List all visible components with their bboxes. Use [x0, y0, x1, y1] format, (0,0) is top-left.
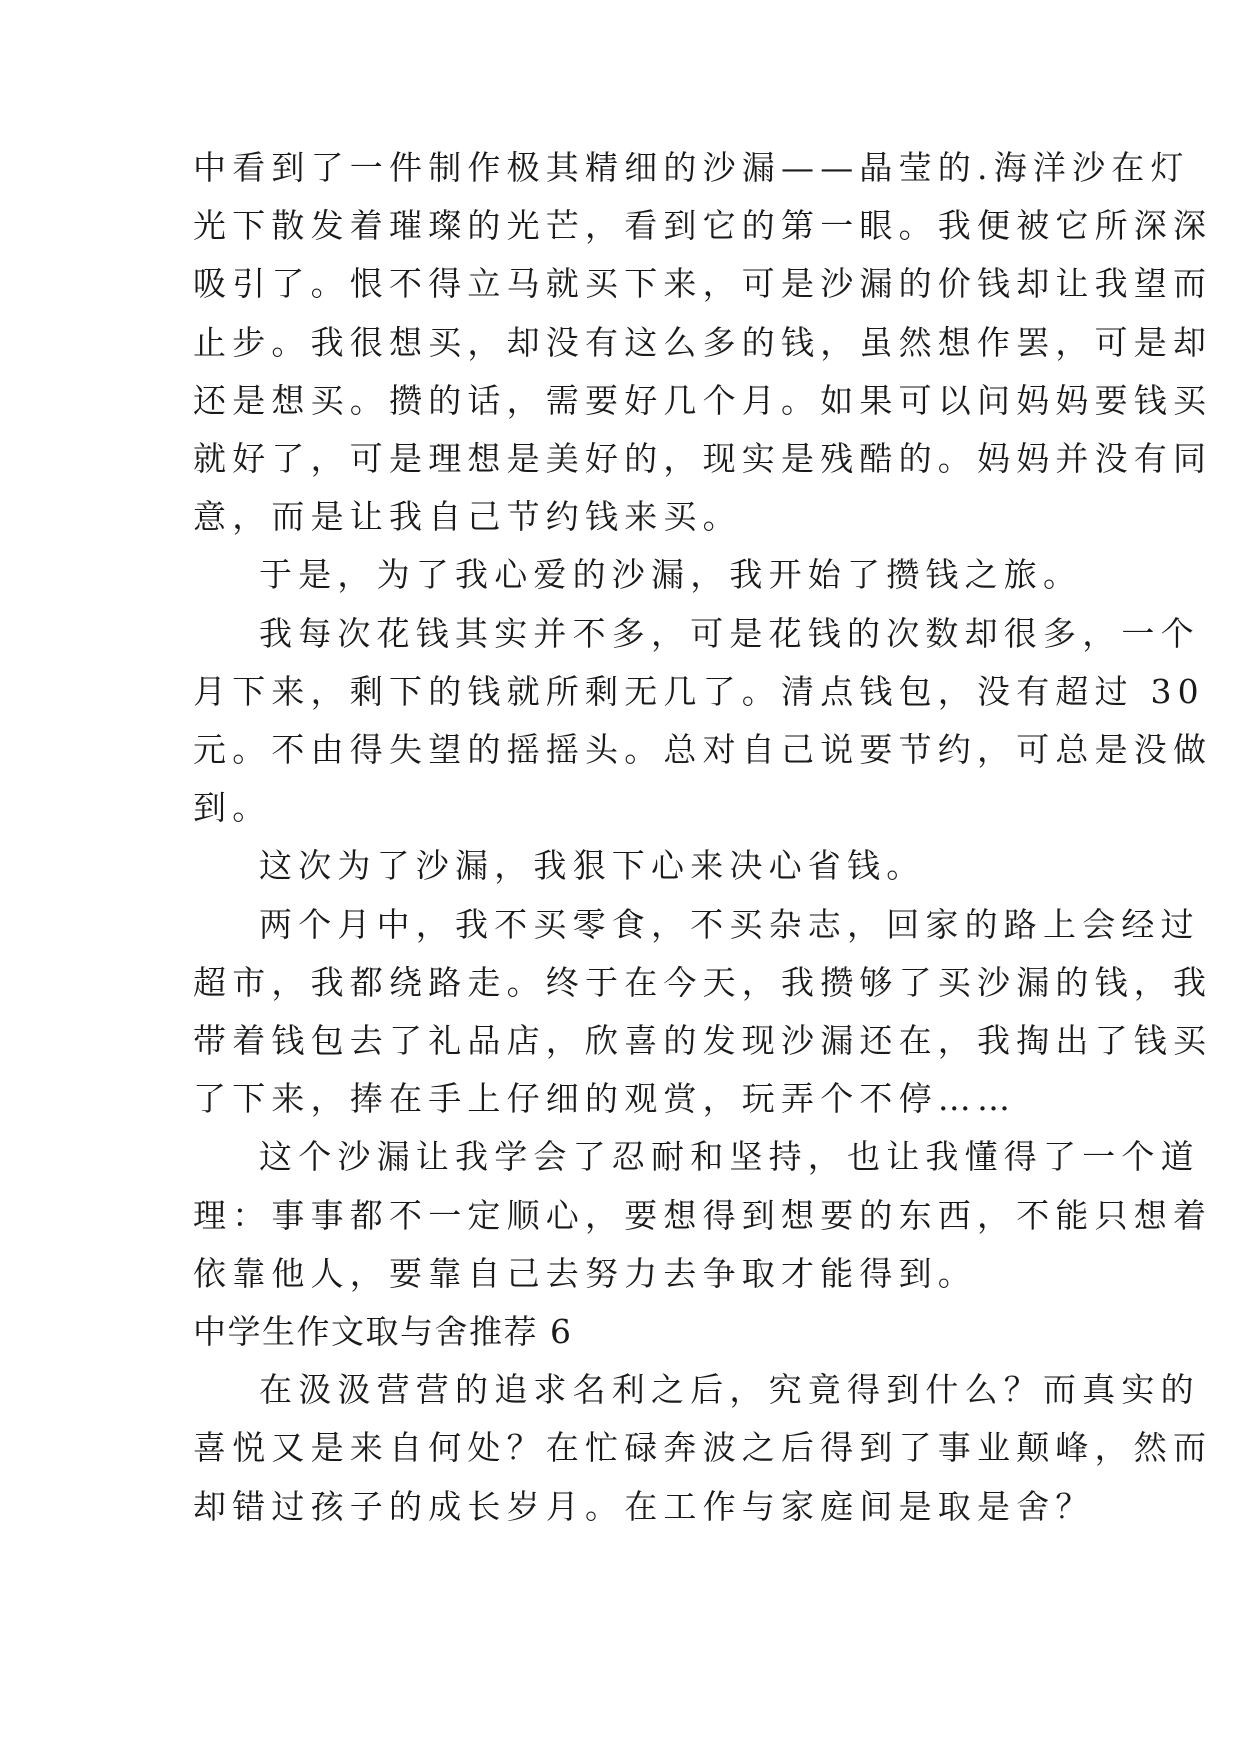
paragraph-first-line: 在汲汲营营的追求名利之后，究竟得到什么？而真实的 [259, 1370, 1200, 1409]
text-line: 止步。我很想买，却没有这么多的钱，虽然想作罢，可是却 [193, 323, 1213, 362]
text-line: 带着钱包去了礼品店，欣喜的发现沙漏还在，我掏出了钱买 [193, 1021, 1213, 1060]
text-line: 月下来，剩下的钱就所剩无几了。清点钱包，没有超过 30 [193, 672, 1205, 711]
text-line: 意，而是让我自己节约钱来买。 [193, 497, 742, 536]
text-line: 中看到了一件制作极其精细的沙漏——晶莹的.海洋沙在灯 [193, 148, 1190, 187]
text-line: 理：事事都不一定顺心，要想得到想要的东西，不能只想着 [193, 1196, 1213, 1235]
paragraph-first-line: 这次为了沙漏，我狠下心来决心省钱。 [259, 846, 926, 885]
section-heading: 中学生作文取与舍推荐 6 [193, 1312, 573, 1351]
text-line: 还是想买。攒的话，需要好几个月。如果可以问妈妈要钱买 [193, 381, 1213, 420]
text-line: 超市，我都绕路走。终于在今天，我攒够了买沙漏的钱，我 [193, 963, 1213, 1002]
paragraph-first-line: 两个月中，我不买零食，不买杂志，回家的路上会经过 [259, 905, 1200, 944]
paragraph-first-line: 于是，为了我心爱的沙漏，我开始了攒钱之旅。 [259, 555, 1083, 594]
text-line: 喜悦又是来自何处？在忙碌奔波之后得到了事业颠峰，然而 [193, 1428, 1213, 1467]
text-line: 吸引了。恨不得立马就买下来，可是沙漏的价钱却让我望而 [193, 264, 1213, 303]
text-line: 却错过孩子的成长岁月。在工作与家庭间是取是舍？ [193, 1487, 1095, 1526]
text-line: 到。 [193, 788, 272, 827]
text-line: 依靠他人，要靠自己去努力去争取才能得到。 [193, 1254, 977, 1293]
paragraph-first-line: 这个沙漏让我学会了忍耐和坚持，也让我懂得了一个道 [259, 1137, 1200, 1176]
text-line: 就好了，可是理想是美好的，现实是残酷的。妈妈并没有同 [193, 439, 1213, 478]
text-line: 了下来，捧在手上仔细的观赏，玩弄个不停…… [193, 1079, 1017, 1118]
paragraph-first-line: 我每次花钱其实并不多，可是花钱的次数却很多，一个 [259, 614, 1200, 653]
text-line: 元。不由得失望的摇摇头。总对自己说要节约，可总是没做 [193, 730, 1213, 769]
text-line: 光下散发着璀璨的光芒，看到它的第一眼。我便被它所深深 [193, 206, 1213, 245]
